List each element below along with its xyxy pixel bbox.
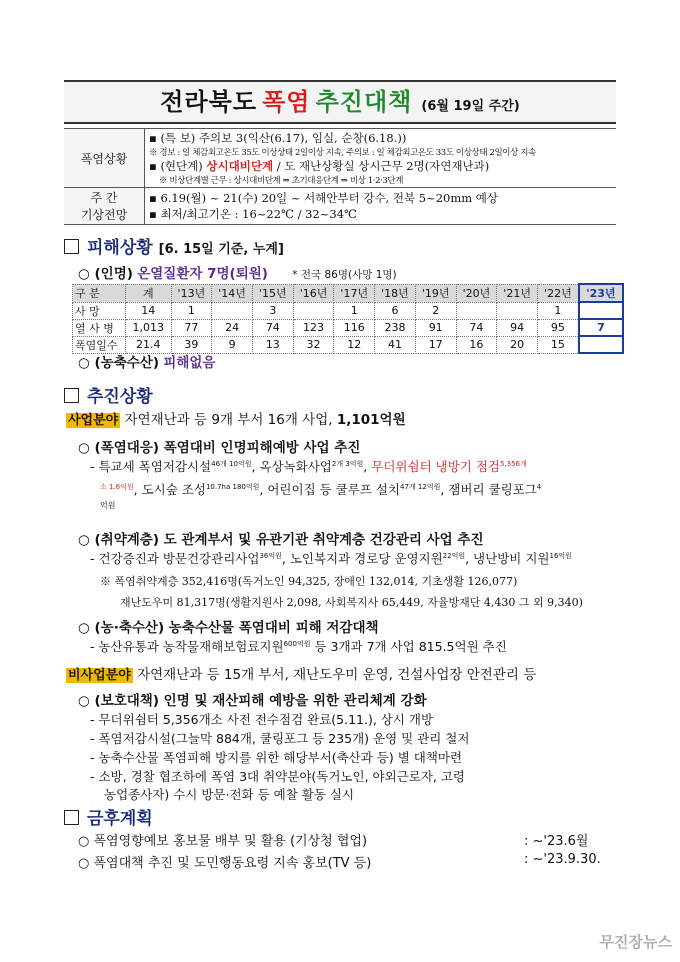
table-header-row [73,284,624,302]
nonbiz-line [66,663,536,683]
checkbox-square-icon [64,239,79,254]
table-cell: 123 [293,319,334,336]
nonbiz-tag: 비사업분야 [68,668,131,683]
table-cell: '19년 [415,284,456,302]
table-cell: 41 [375,336,416,353]
title-main-b: 폭염 [262,88,311,116]
table-cell: '23년 [579,284,623,302]
biz-tag: 사업분야 [68,413,119,428]
table-cell: 74 [456,319,497,336]
item1-heading: ○ (폭염대응) 폭염대비 인명피해예방 사업 추진 [78,440,361,456]
status-label: 폭염상황 [64,129,145,188]
item2-l1-c: , 냉난방비 지원 [465,551,550,566]
agri-prefix: ○ (농축수산) [78,355,159,371]
table-cell: 17 [415,336,456,353]
current-stage-line [149,158,612,174]
table-cell: 구 분 [73,284,126,302]
title-main-c: 추진대책 [315,88,413,116]
item1-line-3: 억원 [100,501,116,510]
item1-l1-b: , 옥상녹화사업 [251,459,332,474]
item1-line-2 [100,480,541,498]
table-cell: 3 [252,302,293,319]
item4-line-3: - 농축수산물 폭염피해 방지를 위한 해당부서(축산과 등) 별 대책마련 [90,750,463,765]
table-cell: 74 [252,319,293,336]
progress-section-heading [64,382,153,407]
plan-heading: 금후계획 [87,809,153,829]
item2-l1-a-sup: 36억원 [259,551,282,560]
table-cell: 14 [126,302,172,319]
item1-l1-red: 무더위쉼터 냉방기 점검 [371,459,500,474]
plan-item-2-date: : ~'23.9.30. [524,852,601,867]
title-main-a: 전라북도 [160,88,258,116]
damage-heading-sub: [6. 15일 기준, 누계] [158,242,284,257]
item4-line-1: - 무더위쉼터 5,356개소 사전 전수점검 완료(5.11.), 상시 개방 [90,712,434,727]
item1-l1-a: - 특교세 폭염저감시설 [90,459,212,474]
table-cell: 1 [171,302,212,319]
table-cell: 열 사 병 [73,319,126,336]
table-cell: '13년 [171,284,212,302]
item2-line-3: 재난도우미 81,317명(생활지원사 2,098, 사회복지사 65,449, 자율방재단 4,430 그 외 9,340) [120,596,583,609]
table-cell: 39 [171,336,212,353]
plan-section-heading [64,804,153,829]
plan-item-1: ○ 폭염영향예보 홍보물 배부 및 활용 (기상청 협업) [78,834,368,849]
table-cell: 폭염일수 [73,336,126,353]
person-prefix: ○ (인명) [78,266,133,282]
item1-l1-red-sup: 5,356개 [499,459,527,468]
table-cell: 1,013 [126,319,172,336]
item4-heading: ○ (보호대책) 인명 및 재산피해 예방을 위한 관리체계 강화 [78,693,427,709]
summary-table [64,128,616,225]
table-cell [456,302,497,319]
table-cell: '14년 [212,284,253,302]
item3-l1-a-sup: 600억원 [283,639,311,648]
item1-line-1 [90,457,527,475]
current-stage-prefix: ▪ (현단계) [149,159,203,173]
item2-line-2: ※ 폭염취약계층 352,416명(독거노인 94,325, 장애인 132,014, 기초생활 126,077) [100,575,518,588]
person-highlight: 온열질환자 7명(퇴원) [137,266,268,282]
table-cell: '16년 [293,284,334,302]
table-cell: 116 [334,319,375,336]
table-cell: 사 망 [73,302,126,319]
table-cell: 15 [537,336,578,353]
item4-line-4: - 소방, 경찰 협조하에 폭염 3대 취약분야(독거노인, 야외근로자, 고령 [90,769,465,784]
forecast-line-1: ▪ 6.19(월) ~ 21(수) 20일 ~ 서해안부터 강수, 전북 5~20mm 예상 [149,191,499,205]
checkbox-square-icon [64,388,79,403]
item1-l2-a-sup: 10.7ha 180억원 [205,482,260,491]
checkbox-square-icon [64,810,79,825]
special-report-note: ※ 경보 : 일 체감최고온도 35도 이상상태 2일이상 지속, 주의보 : 일 체감최고온도 33도 이상상태 2일이상 지속 [149,148,536,158]
table-cell [579,336,623,353]
table-cell: 6 [375,302,416,319]
title-date: (6월 19일 주간) [421,99,520,114]
table-cell: 1 [334,302,375,319]
person-note: * 전국 86명(사망 1명) [292,269,397,281]
plan-item-1-date: : ~'23.6월 [524,834,589,849]
item1-l2-c-sup: 4 [536,482,542,491]
forecast-label-2: 기상전망 [80,208,128,222]
table-cell: 13 [252,336,293,353]
table-cell [212,302,253,319]
plan-item-2: ○ 폭염대책 추진 및 도민행동요령 지속 홍보(TV 등) [78,856,372,871]
item1-l2-a: , 도시숲 조성 [133,482,206,497]
table-cell: 91 [415,319,456,336]
table-cell: 2 [415,302,456,319]
table-cell: '22년 [537,284,578,302]
table-cell: 32 [293,336,334,353]
progress-heading: 추진상황 [87,387,153,407]
item4-line-5: 농업종사자) 수시 방문·전화 등 예찰 활동 실시 [104,787,355,802]
table-cell: 16 [456,336,497,353]
table-cell: '17년 [334,284,375,302]
item2-line-1 [90,549,572,567]
item2-l1-a: - 건강증진과 방문건강관리사업 [90,551,260,566]
table-cell: 7 [579,319,623,336]
item1-l2-b-sup: 47개 12억원 [400,482,441,491]
item1-l2-b: , 어린이집 등 쿨루프 설치 [259,482,401,497]
forecast-label [64,188,145,225]
watermark: 무진장뉴스 [599,933,672,951]
biz-line [66,408,406,428]
forecast-label-1: 주 간 [90,191,118,205]
damage-section-heading [64,233,284,258]
special-report-line: ▪ (특 보) 주의보 3(익산(6.17), 임실, 순창(6.18.)) [149,131,407,145]
item1-l2-red: 소 1.6억원 [100,482,134,491]
item2-heading: ○ (취약계층) 도 관계부서 및 유관기관 취약계층 건강관리 사업 추진 [78,532,484,548]
agri-damage-line [78,351,215,371]
forecast-line-2: ▪ 최저/최고기온 : 16~22℃ / 32~34℃ [149,207,357,221]
table-cell: 77 [171,319,212,336]
table-cell: 94 [497,319,538,336]
item2-l1-b: , 노인복지과 경로당 운영지원 [281,551,443,566]
person-line [78,262,397,282]
table-cell: '20년 [456,284,497,302]
table-cell: 95 [537,319,578,336]
current-stage-rest: / 도 재난상황실 상시근무 2명(자연재난과) [276,159,490,173]
table-cell: 12 [334,336,375,353]
item3-heading: ○ (농·축수산) 농축수산물 폭염대비 피해 저감대책 [78,620,379,636]
item4-line-2: - 폭염저감시설(그늘막 884개, 쿨링포그 등 235개) 운영 및 관리 철저 [90,731,470,746]
table-cell: '18년 [375,284,416,302]
table-cell: 1 [537,302,578,319]
table-row [73,302,624,319]
table-cell: 20 [497,336,538,353]
damage-stats-table [72,283,624,354]
biz-text-b: 1,101억원 [336,412,406,428]
item1-l2-c: , 잼버리 쿨링포그 [440,482,537,497]
item1-l1-a-sup: 46개 10억원 [211,459,252,468]
item3-l1-b: 등 3개과 7개 사업 815.5억원 추진 [310,639,507,654]
agri-value: 피해없음 [163,355,216,371]
table-cell: 계 [126,284,172,302]
title-box [64,80,616,124]
item2-l1-b-sup: 22억원 [442,551,466,560]
biz-text-a: 자연재난과 등 9개 부서 16개 사업, [124,412,333,428]
table-cell: '15년 [252,284,293,302]
table-cell: 21.4 [126,336,172,353]
nonbiz-text: 자연재난과 등 15개 부서, 재난도우미 운영, 건설사업장 안전관리 등 [137,667,537,683]
table-cell [293,302,334,319]
table-cell: 24 [212,319,253,336]
item1-l1-b-sup: 2개 3억원 [331,459,364,468]
table-cell: '21년 [497,284,538,302]
damage-heading: 피해상황 [87,238,153,258]
stage-note: ※ 비상단계별 근무 : 상시대비단계 ⇒ 초기대응단계 ⇒ 비상 1·2·3단계 [159,176,404,186]
table-cell: 238 [375,319,416,336]
table-cell [579,302,623,319]
table-cell: 9 [212,336,253,353]
current-stage-value: 상시대비단계 [206,159,274,173]
item2-l1-c-sup: 16억원 [549,551,572,560]
item3-line-1 [90,637,507,655]
table-cell [497,302,538,319]
item1-l1-c: , [363,459,368,474]
table-row [73,319,624,336]
item3-l1-a: - 농산유통과 농작물재해보험료지원 [90,639,284,654]
